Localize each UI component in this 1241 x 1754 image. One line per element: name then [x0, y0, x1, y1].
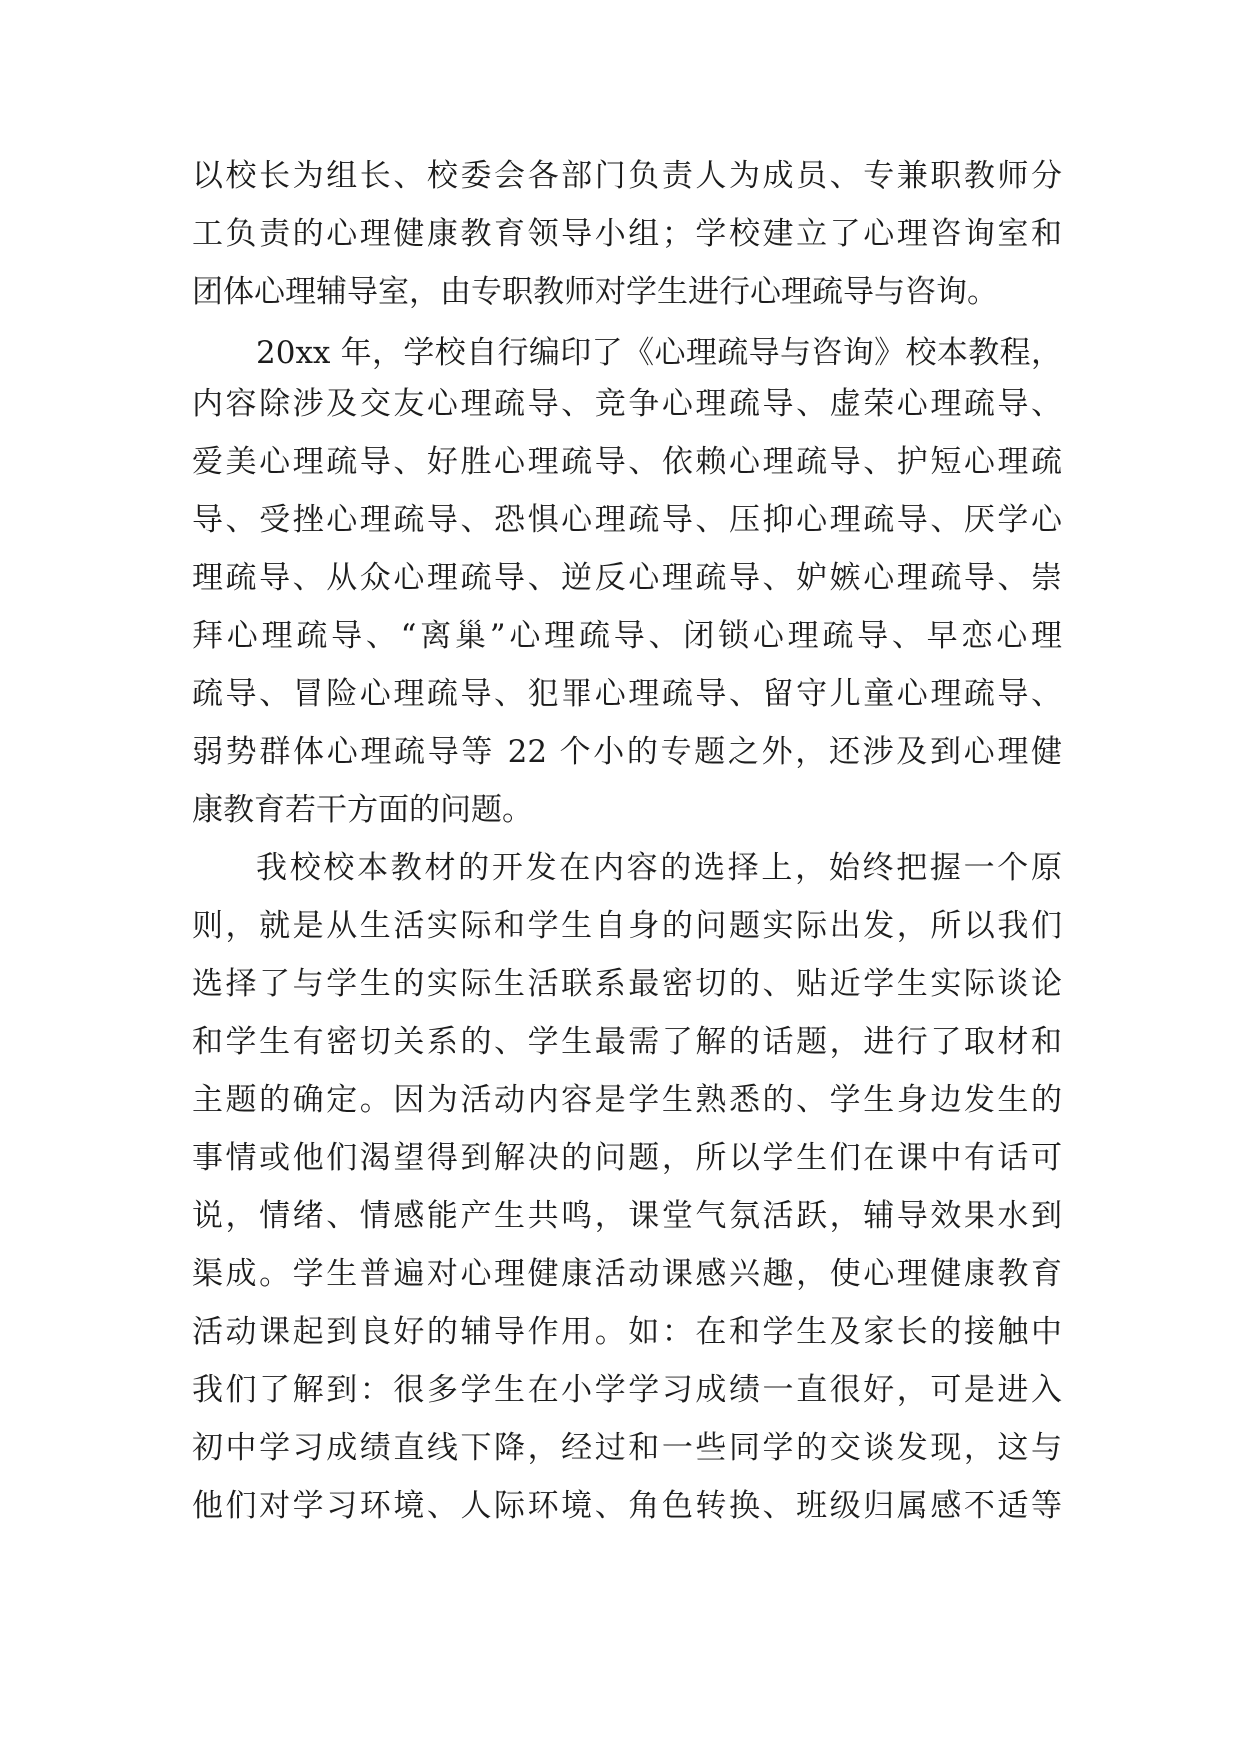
- text-line: 初中学习成绩直线下降，经过和一些同学的交谈发现，这与: [192, 1430, 1062, 1466]
- text-line: 导、受挫心理疏导、恐惧心理疏导、压抑心理疏导、厌学心: [192, 502, 1062, 538]
- text-line: 以校长为组长、校委会各部门负责人为成员、专兼职教师分: [192, 158, 1062, 194]
- text-line: 活动课起到良好的辅导作用。如：在和学生及家长的接触中: [192, 1314, 1062, 1350]
- paragraph-first-line: 我校校本教材的开发在内容的选择上，始终把握一个原: [256, 850, 1062, 886]
- text-line: 理疏导、从众心理疏导、逆反心理疏导、妒嫉心理疏导、崇: [192, 560, 1062, 596]
- text-line: 工负责的心理健康教育领导小组；学校建立了心理咨询室和: [192, 216, 1062, 252]
- text-line: 说，情绪、情感能产生共鸣，课堂气氛活跃，辅导效果水到: [192, 1198, 1062, 1234]
- text-line: 主题的确定。因为活动内容是学生熟悉的、学生身边发生的: [192, 1082, 1062, 1118]
- text-line: 他们对学习环境、人际环境、角色转换、班级归属感不适等: [192, 1488, 1062, 1524]
- text-line: 疏导、冒险心理疏导、犯罪心理疏导、留守儿童心理疏导、: [192, 676, 1062, 712]
- text-line: 渠成。学生普遍对心理健康活动课感兴趣，使心理健康教育: [192, 1256, 1062, 1292]
- text-line: 爱美心理疏导、好胜心理疏导、依赖心理疏导、护短心理疏: [192, 444, 1062, 480]
- text-line: 康教育若干方面的问题。: [192, 792, 533, 828]
- text-line: 事情或他们渴望得到解决的问题，所以学生们在课中有话可: [192, 1140, 1062, 1176]
- text-line: 我们了解到：很多学生在小学学习成绩一直很好，可是进入: [192, 1372, 1062, 1408]
- paragraph-first-line: 20xx 年，学校自行编印了《心理疏导与咨询》校本教程，: [256, 335, 1062, 371]
- text-line: 团体心理辅导室，由专职教师对学生进行心理疏导与咨询。: [192, 274, 998, 310]
- text-line: 弱势群体心理疏导等 22 个小的专题之外，还涉及到心理健: [192, 734, 1062, 770]
- text-line: 内容除涉及交友心理疏导、竞争心理疏导、虚荣心理疏导、: [192, 386, 1062, 422]
- text-line: 拜心理疏导、“离巢”心理疏导、闭锁心理疏导、早恋心理: [192, 618, 1062, 654]
- text-line: 选择了与学生的实际生活联系最密切的、贴近学生实际谈论: [192, 966, 1062, 1002]
- text-line: 和学生有密切关系的、学生最需了解的话题，进行了取材和: [192, 1024, 1062, 1060]
- text-line: 则，就是从生活实际和学生自身的问题实际出发，所以我们: [192, 908, 1062, 944]
